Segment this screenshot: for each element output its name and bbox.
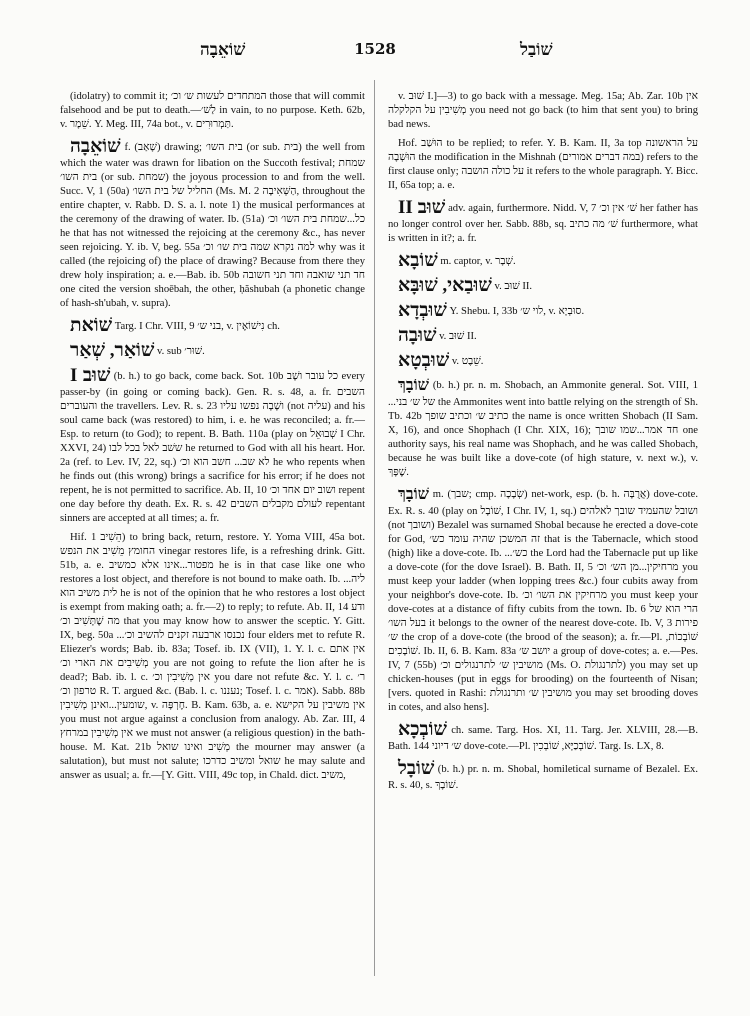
- entry-text: (b. h.) to go back, come back. Sot. 10b כל עובר ושָׁב every passer-by (in going or coming back). Gen. R. s. 48, a. fr. השבים והעוברים the travellers. Lev. R. s. 23 ושָׁבָה נפשו עליו (not עליה) and his soul came back (was restored) to him, i. e. he was reconciled; a. fr.—Esp. to return (to God); to repent. B. Bath. 110a (play on שְׁבוּאֵל I Chr. XXVI, 24) ששׁב לאל בכל לבו he returned to God with all his heart. Hor. 2a (ref. to Lev. IV, 22, sq.) לא שב... חשב הוא וכ׳ he who repents when he finds out (this wrong) brings a sacrifice for his error; if he does not repent, he is not permitted to sacrifice. Ab. II, 10 ושוב יום אחד וכ׳ repent one day before thy death. Ex. R. s. 42 לעולם מקבלים השבים repentant sinners are accepted at all times; a. fr.: [60, 371, 366, 524]
- entry-text: Y. Shebu. I, 33b לוי ש׳, v. סוּבְיָא.: [449, 306, 585, 317]
- entry-headword: שׁוּבָה: [398, 325, 437, 346]
- entry-text: v. שׁוּב I.]—3) to go back with a message. Meg. 15a; Ab. Zar. 10b אין מְשִׁיבִין על הקלקלה you need not go back (to him that sent you) to bring bad news.: [388, 91, 698, 130]
- entry-headword: שׁוֹאֵבָה: [70, 136, 121, 157]
- page-number: 1528: [354, 40, 396, 58]
- entry-headword: שׁוֹבָל: [398, 758, 435, 779]
- entry-headword: שׁוֹאַר, שְׁאַר: [70, 340, 155, 361]
- dictionary-entry: [388, 326, 698, 346]
- dictionary-entry: [388, 485, 698, 715]
- running-head-last-word: שׁוֹבַל: [520, 40, 553, 60]
- dictionary-entry: [60, 366, 365, 526]
- entry-text: v. sub שׁוּר׳.: [157, 346, 205, 357]
- dictionary-entry: [388, 351, 698, 371]
- entry-headword: שׁוֹבָךְ: [398, 486, 429, 503]
- entry-text: m. (שבך; cmp. שְׂבָכָה) net-work, esp. (b. h. אֲרֻבָּה) dove-cote. Ex. R. s. 40 (play on שׁוֹבָל, I Chr. IV, 1, sq.) ושובל שהעמיד שובך לאלהים (not ושובך) Bezalel was surnamed Shobal because he erected a dove-cote for God, זה המשכן שהיה עומד כש׳ that is the Tabernacle, which stood (high) like a dove-cote. Ib. ...כש׳ the Lord had the Tabernacle put up like a dove-cote (for the dove Israel). B. Bath. II, 5 מרחיקין...מן הש׳ וכ׳ you must keep your ladder (when lopping trees &c.) four cubits away from your neighbor's dove-cote. Ib. מרחיקין את השו׳ וכ׳ you must keep your dove-cotes at a distance of fifty cubits from the town. Ib. 6 הרי הוא של בעל השו׳ it belongs to the owner of the nearest dove-cote. Ib. V, 3 פירות ש׳ the crop of a dove-cote (the brood of the season); a. fr.—Pl. שׁוֹבְכוֹת, שׁוֹבָכִים. Ib. II, 6. B. Kam. 83a יושב ש׳ a group of dove-cotes; a. e.—Pes. IV, 7 (55b) מושיבין ש׳ לתרנגולים וכ׳ (Ms. O. לתרנגולת) you may set up chicken-houses (put in eggs for brooding) on the fourteenth of Nisan; [vers. quoted in Rashi: מושיבין ש׳ ותרנגולת you may set brooding doves in cotes, and also hens].: [388, 489, 699, 713]
- dictionary-entry: [388, 376, 698, 480]
- dictionary-entry: [388, 251, 698, 271]
- entry-text: v. שׁוּב II.: [494, 281, 533, 292]
- entry-headword: שׁוֹאת: [70, 315, 113, 336]
- entry-text: Targ. I Chr. VIII, 9 בני ש׳, v. נִישׁוֹאֶין ch.: [114, 321, 280, 332]
- dictionary-entry: [388, 198, 698, 246]
- entry-headword: שׁוֹבְכָא: [398, 719, 447, 740]
- entry-text: f. (שָׁאַב) drawing; בית השו׳ (or sub. בית) the well from which the water was drawn for libation on the Succoth festival; שמחת בית השו׳ (or sub. שמחת) the joyous procession to and from the well. Succ. V, 1 (50a) החליל של בית השו׳ (Ms. M. 2 הַשְּׁאִיבָה, throughout the entire chapter, v. Rabb. D. S. a. l. note 1) the musical performances at the ceremony of the drawing of water. Ib. (51a) כל...שמחת בית השו׳ וכ׳ he that has not witnessed the rejoicing at the ceremony &c., has never seen rejoicing. Y. ib. V, beg. 55a למה נקרא שמה בית שו׳ וכ׳ why was it called (the rejoicing of) the place of drawing? Because from there they drew holy inspiration; a. e.—Bab. ib. 50b חד תני שואבה וחד תני חשובה one cited the version shoēbah, the other, ḥăshubah (a phonetic change of hash-sh'ubah, v. supra).: [60, 142, 365, 309]
- entry-text: (idolatry) to commit it; המתחדים לעשות ש׳ וכ׳ those that will commit falsehood and be put to death.—לַשׁ׳ in vain, to no purpose. Keth. 62b, v. שֵׁמָר. Y. Meg. III, 74a bot., v. תַּמְרוּרִים.: [60, 91, 365, 130]
- dictionary-entry: [60, 90, 365, 132]
- entry-text: Hif. הֵשִׁיב 1) to bring back, return, restore. Y. Yoma VIII, 45a bot. החומץ מֵשִׁיב את הנפש vinegar restores life, is a refreshing drink. Gitt. 51b, a. e. מפטור...אינו אלא כמשיב he is in that case like one who restores a lost object, and therefore is not bound to make oath. Ib. ...ליה לית משיב הוא he is not of the opinion that he who restores a lost object is exempt from making oath; a. fr.—2) to reply; to refute. Ab. II, 14 ודע מה שֶׁתָּשִׁיב וכ׳ that you may know how to answer the sceptic. Y. Gitt. IX, beg. 50a ...נכנסו ארבעה זקנים להשיב וכ׳ four elders met to refute R. Eliezer's words; Bab. ib. 83a; Tosef. ib. IX (VII), 1. Y. l. c. אין אתם מְשִׁיבִים את הארי וכ׳ you are not going to refute the lion after he is dead?; Bab. ib. l. c. אין מְשִׁיבִין וכ׳ you dare not refute &c. Y. l. c. ר׳ טרפון וכ׳ R. T. argued &c. (Bab. l. c. נעננו; Tosef. l. c. אמר). Sabb. 88b שומעין...ואינן מְשִׁיבִין, v. חֶרְפָּה. B. Kam. 63b, a. e. אין משיבין על הקישא you must not argue against a conclusion from analogy. Ab. Zar. III, 4 אין מְשִׁיבִין במרחץ we must not answer (a religious question) in the bath-house. M. Kat. 21b מְשִׁיב ואינו שואל the mourner may answer (a salutation), but must not salute; שואל ומשיב כדרכו he may salute and answer as usual; a. fr.—[Y. Gitt. VIII, 49c top, in Chald. dict. משיב,: [60, 532, 366, 781]
- right-column: [388, 90, 698, 798]
- dictionary-entry: [388, 759, 698, 793]
- dictionary-entry: [388, 276, 698, 296]
- entry-text: Hof. הוּשַׁב to be replied; to refer. Y. B. Kam. II, 3a top על הראשונה הוּשְׁבָה the modification in the Mishnah (במה דברים אמורים) refers to the first clause only; על כולה הושבה it refers to the whole paragraph. Y. Bicc. II, 65a top; a. e.: [388, 138, 698, 191]
- entry-headword: שׁוּבַאי, שׁוּבָּא: [398, 275, 492, 296]
- entry-text: (b. h.) pr. n. m. Shobach, an Ammonite general. Sot. VIII, 1 ...של ש׳ בני the Ammonites went into battle relying on the strength of Sh. Tb. 42b כתיב ש׳ וכתיב שופך the name is once written Shobach (II Sam. X, 16), and once Shophach (I Chr. XIX, 16); חד אמר...שמו שובך one authority says, his real name was Shophach, and he was called Shobach, because he was built like a dove-cote (of high stature, v. next w.), v. שֶׁפָּךְ.: [388, 380, 699, 478]
- entry-headword: שׁוֹבָךְ: [398, 377, 429, 394]
- running-head-first-word: שׁוֹאֵבָה: [200, 40, 246, 60]
- dictionary-entry: [60, 137, 365, 311]
- entry-headword: שׁוּב I: [70, 365, 111, 386]
- dictionary-entry: [388, 90, 698, 132]
- entry-text: ch. same. Targ. Hos. XI, 11. Targ. Jer. XLVIII, 28.—B. Bath. 144 ש׳ דיוני dove-cote.—Pl. שׁוֹבְכַיָּא, שׁוֹבְכִין. Targ. Is. LX, 8.: [388, 725, 698, 752]
- left-column: [60, 90, 365, 788]
- dictionary-entry: [60, 531, 365, 783]
- entry-headword: שׁוּבְטָא: [398, 350, 450, 371]
- entry-text: v. שׁוּב II.: [439, 331, 477, 342]
- dictionary-entry: [60, 316, 365, 336]
- dictionary-entry: [388, 301, 698, 321]
- entry-text: (b. h.) pr. n. m. Shobal, homiletical surname of Bezalel. Ex. R. s. 40, s. שׁוֹבָךְ.: [388, 764, 698, 791]
- entry-text: v. שֵׁבֶט.: [451, 356, 484, 367]
- entry-headword: שׁוּבְדָא: [398, 300, 447, 321]
- dictionary-entry: [388, 720, 698, 754]
- entry-text: adv. again, furthermore. Nidd. V, 7 שׁ׳ אין וכ׳ her father has no longer control over her. Sabb. 88b, sq. שׁ׳ מה כתיב furthermore, what is written in it?; a. fr.: [388, 203, 698, 244]
- column-divider: [374, 80, 375, 976]
- entry-headword: שׁוֹבָא: [398, 250, 438, 271]
- dictionary-entry: [388, 137, 698, 193]
- entry-headword: שׁוּב II: [398, 197, 446, 218]
- entry-text: m. captor, v. שְׁבָר.: [440, 256, 516, 267]
- dictionary-entry: [60, 341, 365, 361]
